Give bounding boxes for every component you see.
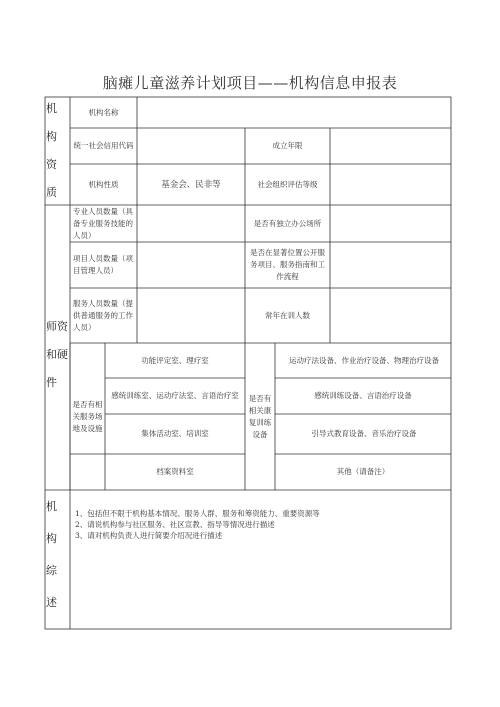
venue-item-4: 档案资料室 bbox=[156, 467, 194, 476]
summary-note-1: 1、包括但不限于机构基本情况、服务人群、服务和筹资能力、重要资源等 bbox=[75, 509, 320, 518]
venue-item-3: 集体活动室、培训室 bbox=[141, 429, 209, 438]
equipment-item-3: 引导式教育设备、音乐治疗设备 bbox=[311, 429, 417, 438]
equipment-item-4: 其他（请备注） bbox=[336, 467, 390, 476]
venue-item-2: 感统训练室、运动疗法室、言语治疗室 bbox=[111, 391, 239, 400]
label-public-info: 是否在显著位置公开服务项目、服务指南和工作流程 bbox=[250, 248, 325, 281]
label-office: 是否有独立办公场所 bbox=[253, 218, 322, 228]
label-volunteers: 常年在训人数 bbox=[265, 310, 310, 320]
label-org-nature: 机构性质 bbox=[88, 179, 119, 189]
equipment-item-2: 感统训练设备、言语治疗设备 bbox=[314, 391, 412, 400]
summary-note-2: 2、请说机构参与社区服务、社区宣教、指导等情况进行描述 bbox=[75, 520, 275, 529]
summary-note-3: 3、请对机构负责人进行简要介绍况进行描述 bbox=[75, 531, 223, 540]
label-service-staff: 服务人员数量（提供普通服务的工作人员） bbox=[73, 298, 133, 332]
page-title: 脑瘫儿童滋养计划项目——机构信息申报表 bbox=[102, 74, 398, 92]
label-credit-code: 统一社会信用代码 bbox=[73, 141, 134, 150]
section-label-org: 机 构 资 质 bbox=[46, 102, 57, 199]
equipment-item-1: 运动疗法设备、作业治疗设备、物理治疗设备 bbox=[289, 355, 439, 365]
label-founded: 成立年限 bbox=[272, 141, 303, 150]
venue-item-1: 功能评定室、理疗室 bbox=[141, 355, 209, 365]
label-mgmt-staff: 项目人员数量（项目管理人员） bbox=[73, 254, 133, 275]
label-venues: 是否有相关服务场地及设施 bbox=[72, 399, 103, 433]
label-pro-staff: 专业人员数量（具备专业服务技能的人员） bbox=[73, 206, 133, 240]
section-label-summary: 机 构 综 述 bbox=[46, 500, 57, 609]
label-equipment: 是否有相关康复训练设备 bbox=[248, 393, 272, 439]
section-label-staff: 师资 和硬 件 bbox=[46, 320, 68, 389]
label-eval-grade: 社会组织评估等级 bbox=[257, 179, 318, 189]
value-org-nature[interactable]: 基金会、民非等 bbox=[161, 179, 221, 190]
label-org-name: 机构名称 bbox=[88, 107, 119, 117]
